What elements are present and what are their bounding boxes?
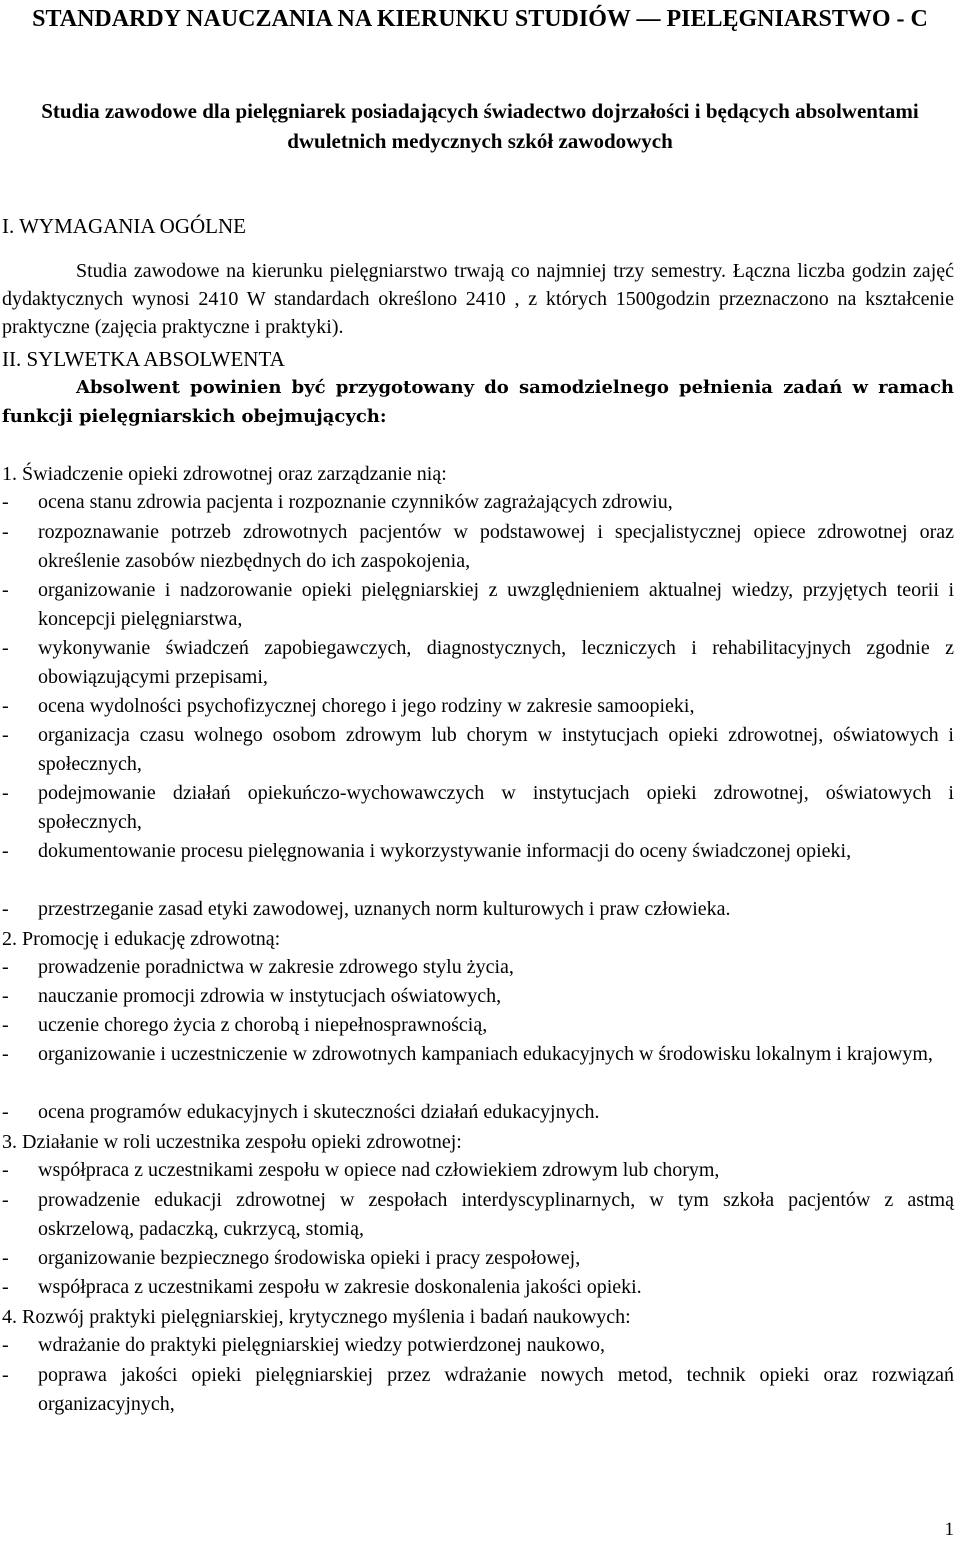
list-item-text: ocena programów edukacyjnych i skuteczności działań edukacyjnych. [38,1101,600,1123]
group-4-title: 4. Rozwój praktyki pielęgniarskiej, krytycznego myślenia i badań naukowych: [2,1306,631,1328]
list-item-text: ocena stanu zdrowia pacjenta i rozpoznanie czynników zagrażających zdrowiu, [38,491,673,513]
list-item-text: współpraca z uczestnikami zespołu w zakresie doskonalenia jakości opieki. [38,1276,642,1298]
document-subtitle-text: Studia zawodowe dla pielęgniarek posiadających świadectwo dojrzałości i będących absolwentami dwuletnich medycznych szkół zawodowych [41,99,919,153]
list-item: - nauczanie promocji zdrowia w instytucjach oświatowych, [2,982,954,1011]
list-item: - rozpoznawanie potrzeb zdrowotnych pacjentów w podstawowej i specjalistycznej opiece zdrowotnej oraz określenie zasobów niezbędnych do ich zaspokojenia, [2,518,954,576]
section-1-heading: I. WYMAGANIA OGÓLNE [2,214,247,238]
list-item-text: podejmowanie działań opiekuńczo-wychowawczych w instytucjach opieki zdrowotnej, oświatowych i społecznych, [38,782,954,833]
list-item-text: rozpoznawanie potrzeb zdrowotnych pacjentów w podstawowej i specjalistycznej opiece zdrowotnej oraz określenie zasobów niezbędnych do ich zaspokojenia, [38,521,954,572]
document-subtitle [0,96,960,156]
list-item: - współpraca z uczestnikami zespołu w zakresie doskonalenia jakości opieki. [2,1273,954,1302]
list-item: - organizowanie i nadzorowanie opieki pielęgniarskiej z uwzględnieniem aktualnej wiedzy, przyjętych teorii i koncepcji pielęgniarstwa, [2,576,954,634]
list-item: - ocena programów edukacyjnych i skuteczności działań edukacyjnych. [2,1098,954,1127]
list-item-text: uczenie chorego życia z chorobą i niepełnosprawnością, [38,1014,488,1036]
document-title [0,2,960,36]
list-item: - ocena wydolności psychofizycznej chorego i jego rodziny w zakresie samoopieki, [2,692,954,721]
list-item-text: dokumentowanie procesu pielęgnowania i wykorzystywanie informacji do oceny świadczonej opieki, [38,840,852,862]
list-item: - dokumentowanie procesu pielęgnowania i wykorzystywanie informacji do oceny świadczonej opieki, [2,837,954,866]
list-item-text: poprawa jakości opieki pielęgniarskiej przez wdrażanie nowych metod, technik opieki oraz rozwiązań organizacyjnych, [38,1364,954,1415]
list-item: - prowadzenie edukacji zdrowotnej w zespołach interdyscyplinarnych, w tym szkoła pacjentów z astmą oskrzelową, padaczką, cukrzycą, stomią, [2,1186,954,1244]
list-item-text: organizowanie bezpiecznego środowiska opieki i pracy zespołowej, [38,1247,581,1269]
list-item-text: ocena wydolności psychofizycznej chorego i jego rodziny w zakresie samoopieki, [38,695,695,717]
list-item: - organizacja czasu wolnego osobom zdrowym lub chorym w instytucjach opieki zdrowotnej, oświatowych i społecznych, [2,721,954,779]
list-item-text: prowadzenie edukacji zdrowotnej w zespołach interdyscyplinarnych, w tym szkoła pacjentów z astmą oskrzelową, padaczką, cukrzycą, stomią, [38,1189,954,1240]
list-item: - współpraca z uczestnikami zespołu w opiece nad człowiekiem zdrowym lub chorym, [2,1156,954,1185]
section-2-intro [2,373,954,431]
list-item: - prowadzenie poradnictwa w zakresie zdrowego stylu życia, [2,953,954,982]
group-2-title: 2. Promocję i edukację zdrowotną: [2,928,281,950]
list-item: - uczenie chorego życia z chorobą i niepełnosprawnością, [2,1011,954,1040]
list-item: - wykonywanie świadczeń zapobiegawczych, diagnostycznych, leczniczych i rehabilitacyjnych zgodnie z obowiązującymi przepisami, [2,634,954,692]
section-1-paragraph: Studia zawodowe na kierunku pielęgniarstwo trwają co najmniej trzy semestry. Łączna liczba godzin zajęć dydaktycznych wynosi 2410 W standardach określono 2410 , z których 1500godzin przeznaczono na kształcenie praktyczne (zajęcia praktyczne i praktyki). [2,260,954,338]
list-item-text: prowadzenie poradnictwa w zakresie zdrowego stylu życia, [38,956,514,978]
list-item: - poprawa jakości opieki pielęgniarskiej przez wdrażanie nowych metod, technik opieki oraz rozwiązań organizacyjnych, [2,1361,954,1419]
section-2-intro-text: Absolwent powinien być przygotowany do samodzielnego pełnienia zadań w ramach funkcji pielęgniarskich obejmujących: [2,377,954,427]
list-item-text: nauczanie promocji zdrowia w instytucjach oświatowych, [38,985,502,1007]
list-item-text: organizowanie i uczestniczenie w zdrowotnych kampaniach edukacyjnych w środowisku lokalnym i krajowym, [38,1043,933,1065]
list-item: - ocena stanu zdrowia pacjenta i rozpoznanie czynników zagrażających zdrowiu, [2,488,954,517]
list-item-text: organizacja czasu wolnego osobom zdrowym lub chorym w instytucjach opieki zdrowotnej, oświatowych i społecznych, [38,724,954,775]
list-item-text: wykonywanie świadczeń zapobiegawczych, diagnostycznych, leczniczych i rehabilitacyjnych zgodnie z obowiązującymi przepisami, [38,637,954,688]
list-item: - wdrażanie do praktyki pielęgniarskiej wiedzy potwierdzonej naukowo, [2,1331,954,1360]
list-item-text: współpraca z uczestnikami zespołu w opiece nad człowiekiem zdrowym lub chorym, [38,1159,720,1181]
list-item-text: organizowanie i nadzorowanie opieki pielęgniarskiej z uwzględnieniem aktualnej wiedzy, przyjętych teorii i koncepcji pielęgniarstwa, [38,579,954,630]
list-item: - organizowanie bezpiecznego środowiska opieki i pracy zespołowej, [2,1244,954,1273]
list-item: - podejmowanie działań opiekuńczo-wychowawczych w instytucjach opieki zdrowotnej, oświatowych i społecznych, [2,779,954,837]
section-2-heading: II. SYLWETKA ABSOLWENTA [2,347,285,371]
document-title-text: STANDARDY NAUCZANIA NA KIERUNKU STUDIÓW — PIELĘGNIARSTWO - C [32,6,928,32]
list-item-text: przestrzeganie zasad etyki zawodowej, uznanych norm kulturowych i praw człowieka. [38,898,731,920]
list-item: - organizowanie i uczestniczenie w zdrowotnych kampaniach edukacyjnych w środowisku lokalnym i krajowym, [2,1040,954,1069]
list-item: - przestrzeganie zasad etyki zawodowej, uznanych norm kulturowych i praw człowieka. [2,895,954,924]
list-item-text: wdrażanie do praktyki pielęgniarskiej wiedzy potwierdzonej naukowo, [38,1334,606,1356]
group-3-title: 3. Działanie w roli uczestnika zespołu opieki zdrowotnej: [2,1131,462,1153]
group-1-title: 1. Świadczenie opieki zdrowotnej oraz zarządzanie nią: [2,463,447,485]
page-number: 1 [944,1519,954,1540]
